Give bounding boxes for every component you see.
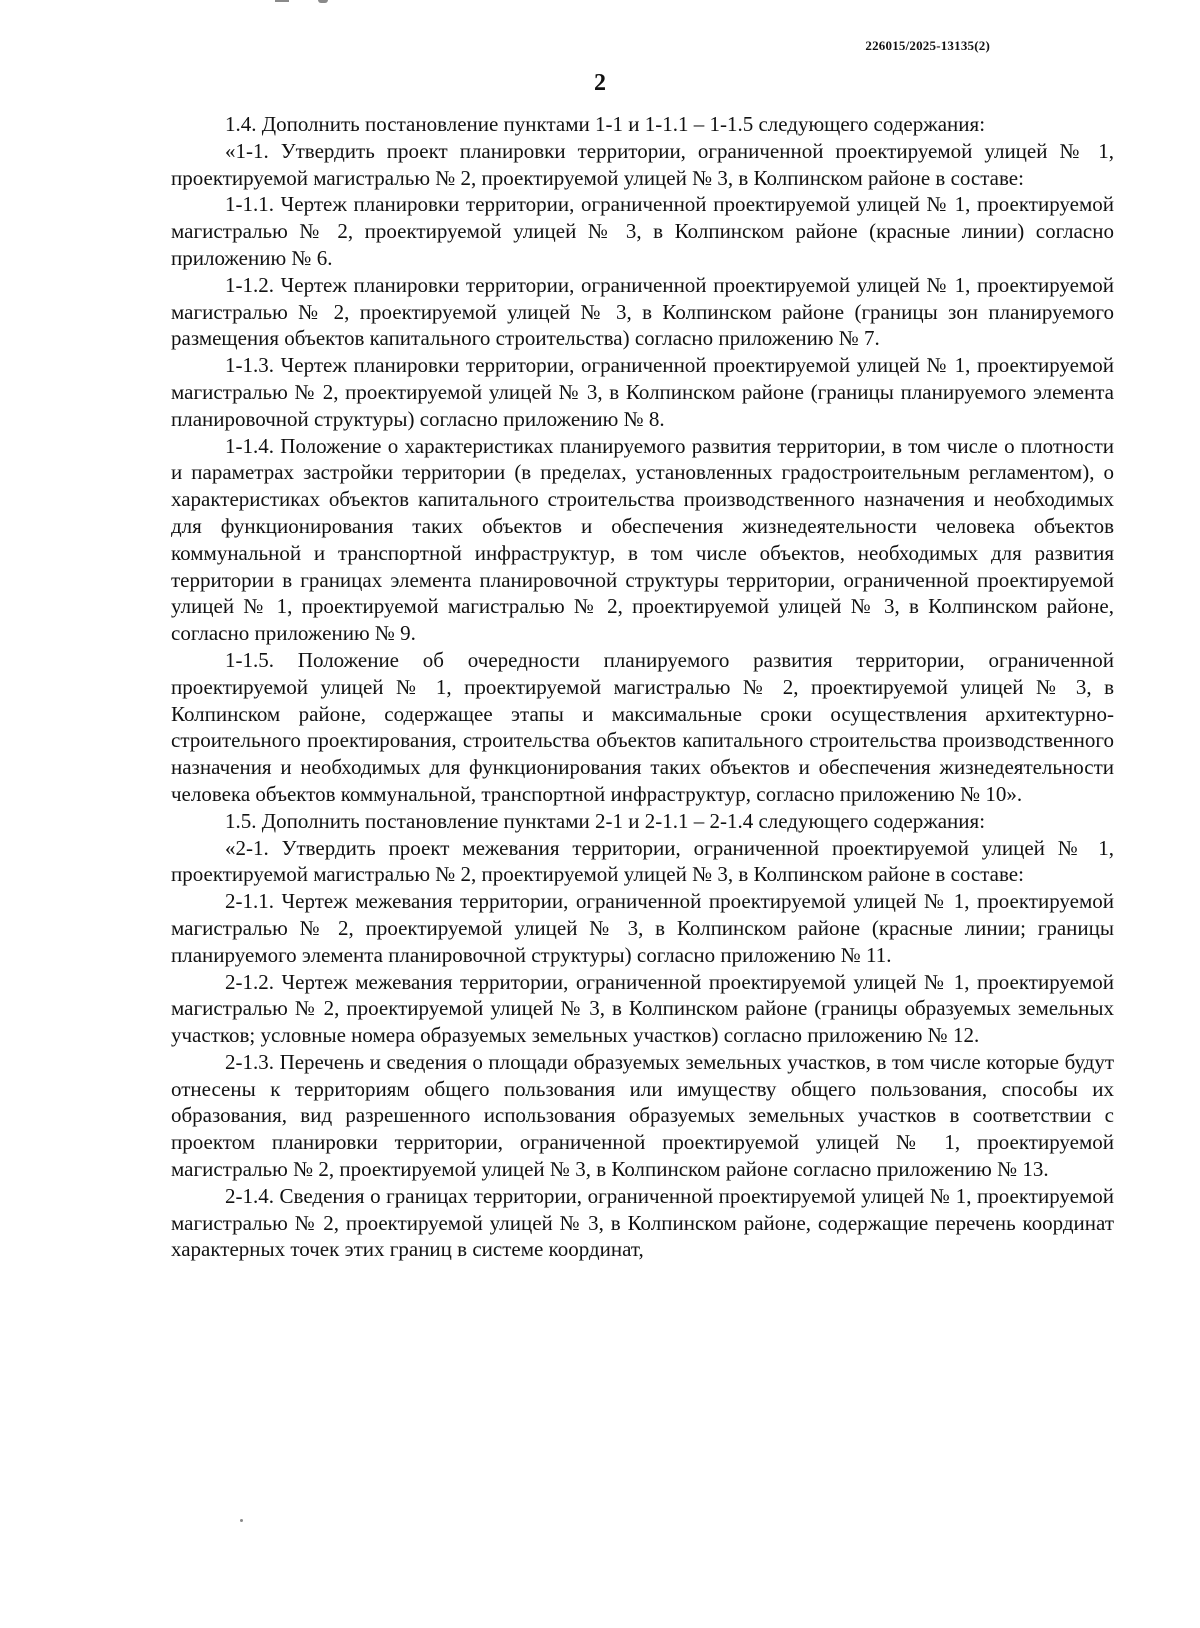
paragraph-1-4: 1.4. Дополнить постановление пунктами 1-1 и 1-1.1 – 1-1.5 следующего содержания: <box>225 112 986 136</box>
document-registration-number: 226015/2025-13135(2) <box>865 38 990 53</box>
paragraph-2-1-3: 2-1.3. Перечень и сведения о площади образуемых земельных участков, в том числе которые будут отнесены к территориям общего пользования или имуществу общего пользования, способы их образования, вид разрешенного использования образуемых земельных участков в соответствии с проектом планировки территории, ограниченной проектируемой улицей № 1, проектируемой магистралью № 2, проектируемой улицей № 3, в Колпинском районе согласно приложению № 13. <box>171 1049 1114 1182</box>
paragraph-1-1: «1-1. Утвердить проект планировки территории, ограниченной проектируемой улицей № 1, проектируемой магистралью № 2, проектируемой улицей № 3, в Колпинском районе в составе: <box>171 138 1114 190</box>
scan-artifact <box>240 1519 243 1522</box>
paragraph-2-1-1: 2-1.1. Чертеж межевания территории, ограниченной проектируемой улицей № 1, проектируемой магистралью № 2, проектируемой улицей № 3, в Колпинском районе (красные линии; границы планируемого элемента планировочной структуры) согласно приложению № 11. <box>171 889 1114 967</box>
paragraph-1-1-1: 1-1.1. Чертеж планировки территории, ограниченной проектируемой улицей № 1, проектируемой магистралью № 2, проектируемой улицей № 3, в Колпинском районе (красные линии) согласно приложению № 6. <box>171 192 1114 270</box>
paragraph-2-1-2: 2-1.2. Чертеж межевания территории, ограниченной проектируемой улицей № 1, проектируемой магистралью № 2, проектируемой улицей № 3, в Колпинском районе (границы образуемых земельных участков; условные номера образуемых земельных участков) согласно приложению № 12. <box>171 969 1114 1048</box>
scan-artifact <box>318 0 328 3</box>
paragraph-1-1-5: 1-1.5. Положение об очередности планируемого развития территории, ограниченной проектируемой улицей № 1, проектируемой магистралью № 2, проектируемой улицей № 3, в Колпинском районе, содержащее этапы и максимальные сроки осуществления архитектурно-строительного проектирования, строительства объектов капитального строительства производственного назначения и необходимых для функционирования таких объектов и обеспечения жизнедеятельности человека объектов коммунальной, транспортной инфраструктур, согласно приложению № 10». <box>171 647 1114 806</box>
paragraph-2-1-4: 2-1.4. Сведения о границах территории, ограниченной проектируемой улицей № 1, проектируемой магистралью № 2, проектируемой улицей № 3, в Колпинском районе, содержащие перечень координат характерных точек этих границ в системе координат, <box>171 1183 1114 1262</box>
paragraph-1-1-4: 1-1.4. Положение о характеристиках планируемого развития территории, в том числе о плотности и параметрах застройки территории (в пределах, установленных градостроительным регламентом), о характеристиках объектов капитального строительства производственного назначения и необходимых для функционирования таких объектов и обеспечения жизнедеятельности человека объектов коммунальной и транспортной инфраструктур, в том числе объектов, необходимых для развития территории в границах элемента планировочной структуры территории, ограниченной проектируемой улицей № 1, проектируемой магистралью № 2, проектируемой улицей № 3, в Колпинском районе, согласно приложению № 9. <box>171 433 1114 646</box>
document-body <box>171 111 1114 1263</box>
scan-artifact <box>275 0 289 2</box>
paragraph-1-5: 1.5. Дополнить постановление пунктами 2-1 и 2-1.1 – 2-1.4 следующего содержания: <box>225 808 986 833</box>
page-number: 2 <box>594 70 606 96</box>
paragraph-2-1: «2-1. Утвердить проект межевания территории, ограниченной проектируемой улицей № 1, проектируемой магистралью № 2, проектируемой улицей № 3, в Колпинском районе в составе: <box>171 835 1114 887</box>
paragraph-1-1-2: 1-1.2. Чертеж планировки территории, ограниченной проектируемой улицей № 1, проектируемой магистралью № 2, проектируемой улицей № 3, в Колпинском районе (границы зон планируемого размещения объектов капитального строительства) согласно приложению № 7. <box>171 272 1114 351</box>
paragraph-1-1-3: 1-1.3. Чертеж планировки территории, ограниченной проектируемой улицей № 1, проектируемой магистралью № 2, проектируемой улицей № 3, в Колпинском районе (границы планируемого элемента планировочной структуры) согласно приложению № 8. <box>171 353 1114 431</box>
